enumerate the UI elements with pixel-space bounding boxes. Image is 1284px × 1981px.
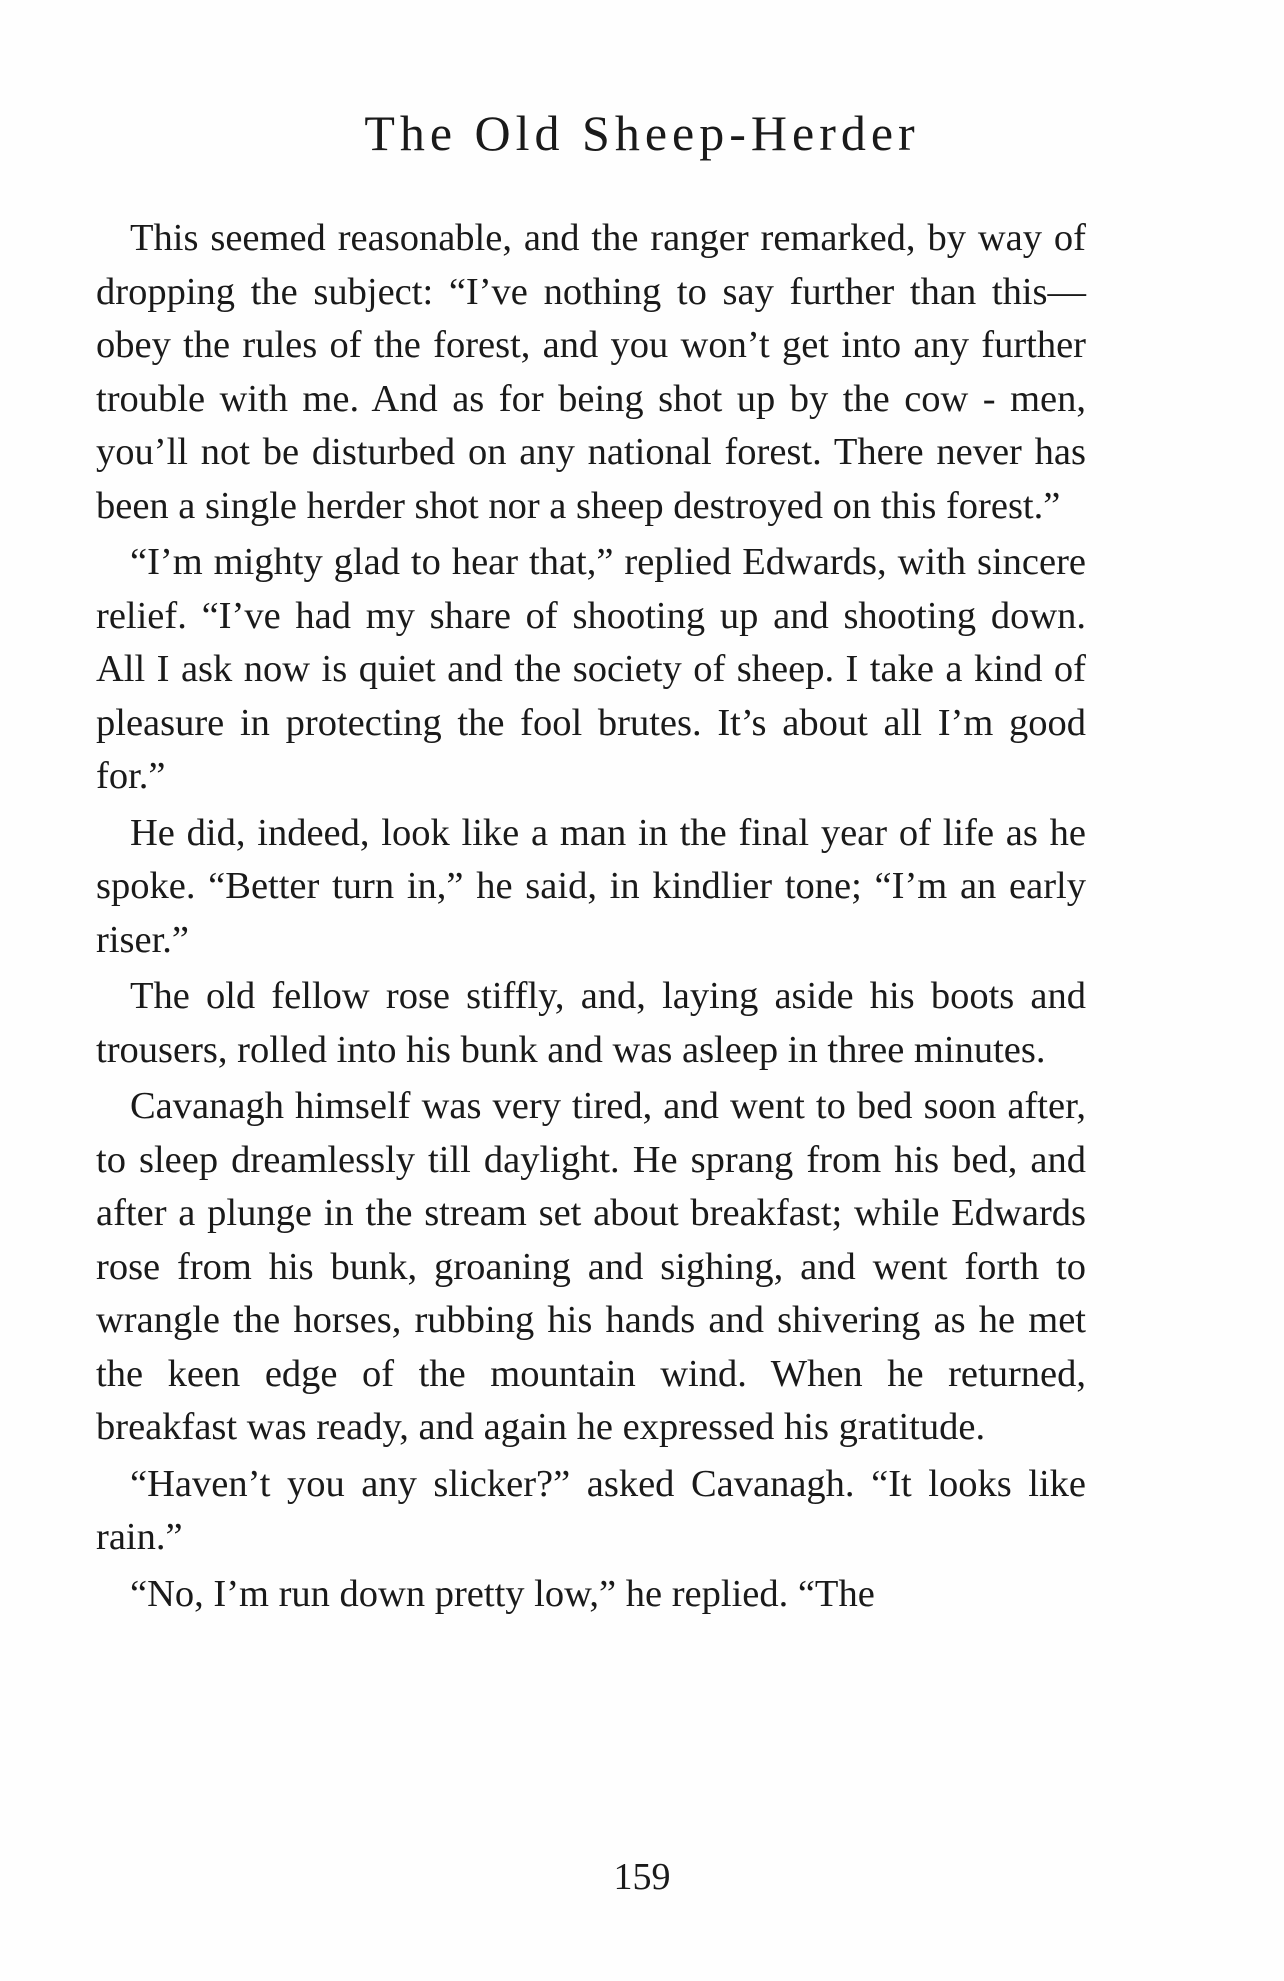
paragraph-5: Cavanagh himself was very tired, and went to bed soon after, to sleep dreamlessly till daylight. He sprang from his bed, and after a plunge in the stream set about breakfast; while Edwards rose from his bunk, groaning and sighing, and went forth to wrangle the horses, rubbing his hands and shivering as he met the keen edge of the mountain wind. When he returned, breakfast was ready, and again he expressed his gratitude. [96,1085,1086,1448]
paragraph-3: He did, indeed, look like a man in the final year of life as he spoke. “Better turn in,” he said, in kindlier tone; “I’m an early riser.” [96,811,1086,961]
paragraph-6: “Haven’t you any slicker?” asked Cavanagh. “It looks like rain.” [96,1462,1086,1558]
body-text [96,212,1086,1624]
paragraph-1: This seemed reasonable, and the ranger remarked, by way of dropping the subject: “I’ve nothing to say further than this—obey the rules of the forest, and you won’t get into any further trouble with me. And as for being shot up by the cow - men, you’ll not be disturbed on any national forest. There never has been a single herder shot nor a sheep destroyed on this forest.” [96,217,1086,527]
page-number: 159 [613,1856,671,1898]
paragraph-2: “I’m mighty glad to hear that,” replied Edwards, with sincere relief. “I’ve had my share of shooting up and shooting down. All I ask now is quiet and the society of sheep. I take a kind of pleasure in protecting the fool brutes. It’s about all I’m good for.” [96,541,1086,797]
paragraph-7: “No, I’m run down pretty low,” he replied. “The [130,1572,875,1615]
running-head: The Old Sheep-Herder [364,105,920,161]
paragraph-4: The old fellow rose stiffly, and, laying aside his boots and trousers, rolled into his bunk and was asleep in three minutes. [96,975,1086,1071]
